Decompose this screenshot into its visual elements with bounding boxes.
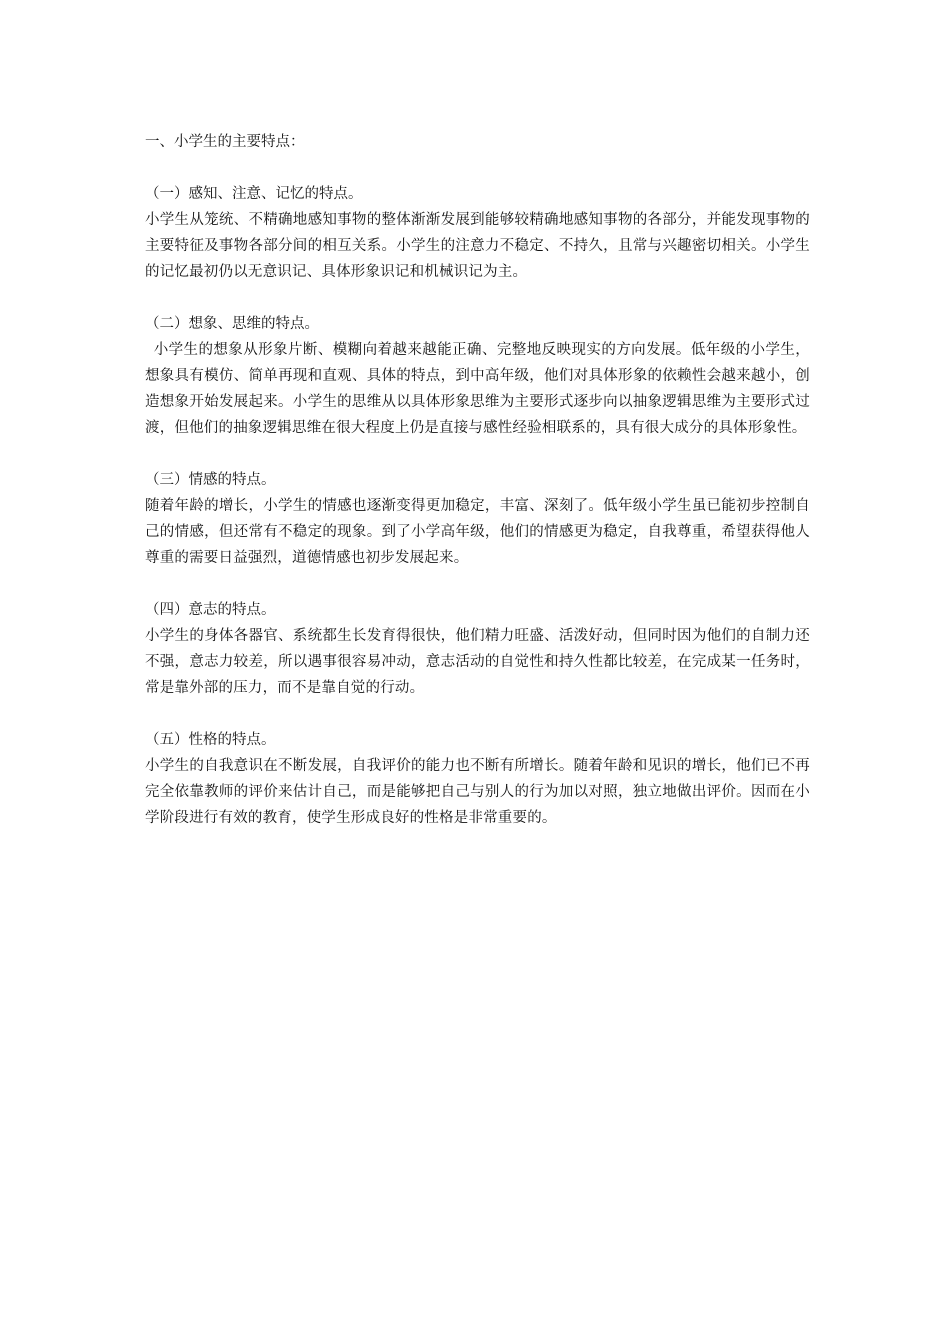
section-heading: （三）情感的特点。 <box>145 472 276 488</box>
section-heading: （二）想象、思维的特点。 <box>145 316 319 332</box>
document-content <box>145 129 810 831</box>
section-imagination <box>145 311 810 441</box>
section-heading: （一）感知、注意、记忆的特点。 <box>145 186 363 202</box>
section-paragraph: 随着年龄的增长，小学生的情感也逐渐变得更加稳定，丰富、深刻了。低年级小学生虽已能初步控制自己的情感，但还常有不稳定的现象。到了小学高年级，他们的情感更为稳定，自我尊重，希望获得他人尊重的需要日益强烈，道德情感也初步发展起来。 <box>145 498 810 566</box>
section-perception <box>145 181 810 285</box>
section-paragraph: 小学生的想象从形象片断、模糊向着越来越能正确、完整地反映现实的方向发展。低年级的小学生，想象具有模仿、简单再现和直观、具体的特点，到中高年级，他们对具体形象的依赖性会越来越小，创造想象开始发展起来。小学生的思维从以具体形象思维为主要形式逐步向以抽象逻辑思维为主要形式过渡，但他们的抽象逻辑思维在很大程度上仍是直接与感性经验相联系的，具有很大成分的具体形象性。 <box>145 342 810 436</box>
section-paragraph: 小学生从笼统、不精确地感知事物的整体渐渐发展到能够较精确地感知事物的各部分，并能发现事物的主要特征及事物各部分间的相互关系。小学生的注意力不稳定、不持久，且常与兴趣密切相关。小学生的记忆最初仍以无意识记、具体形象识记和机械识记为主。 <box>145 212 810 280</box>
section-will <box>145 597 810 701</box>
section-paragraph: 小学生的自我意识在不断发展，自我评价的能力也不断有所增长。随着年龄和见识的增长，他们已不再完全依靠教师的评价来估计自己，而是能够把自己与别人的行为加以对照，独立地做出评价。因而在小学阶段进行有效的教育，使学生形成良好的性格是非常重要的。 <box>145 758 810 826</box>
section-emotion <box>145 467 810 571</box>
section-paragraph: 小学生的身体各器官、系统都生长发育得很快，他们精力旺盛、活泼好动，但同时因为他们的自制力还不强，意志力较差，所以遇事很容易冲动，意志活动的自觉性和持久性都比较差，在完成某一任务时，常是靠外部的压力，而不是靠自觉的行动。 <box>145 628 810 696</box>
section-heading: （五）性格的特点。 <box>145 732 276 748</box>
document-title: 一、小学生的主要特点： <box>145 134 305 150</box>
section-heading: （四）意志的特点。 <box>145 602 276 618</box>
section-personality <box>145 727 810 831</box>
